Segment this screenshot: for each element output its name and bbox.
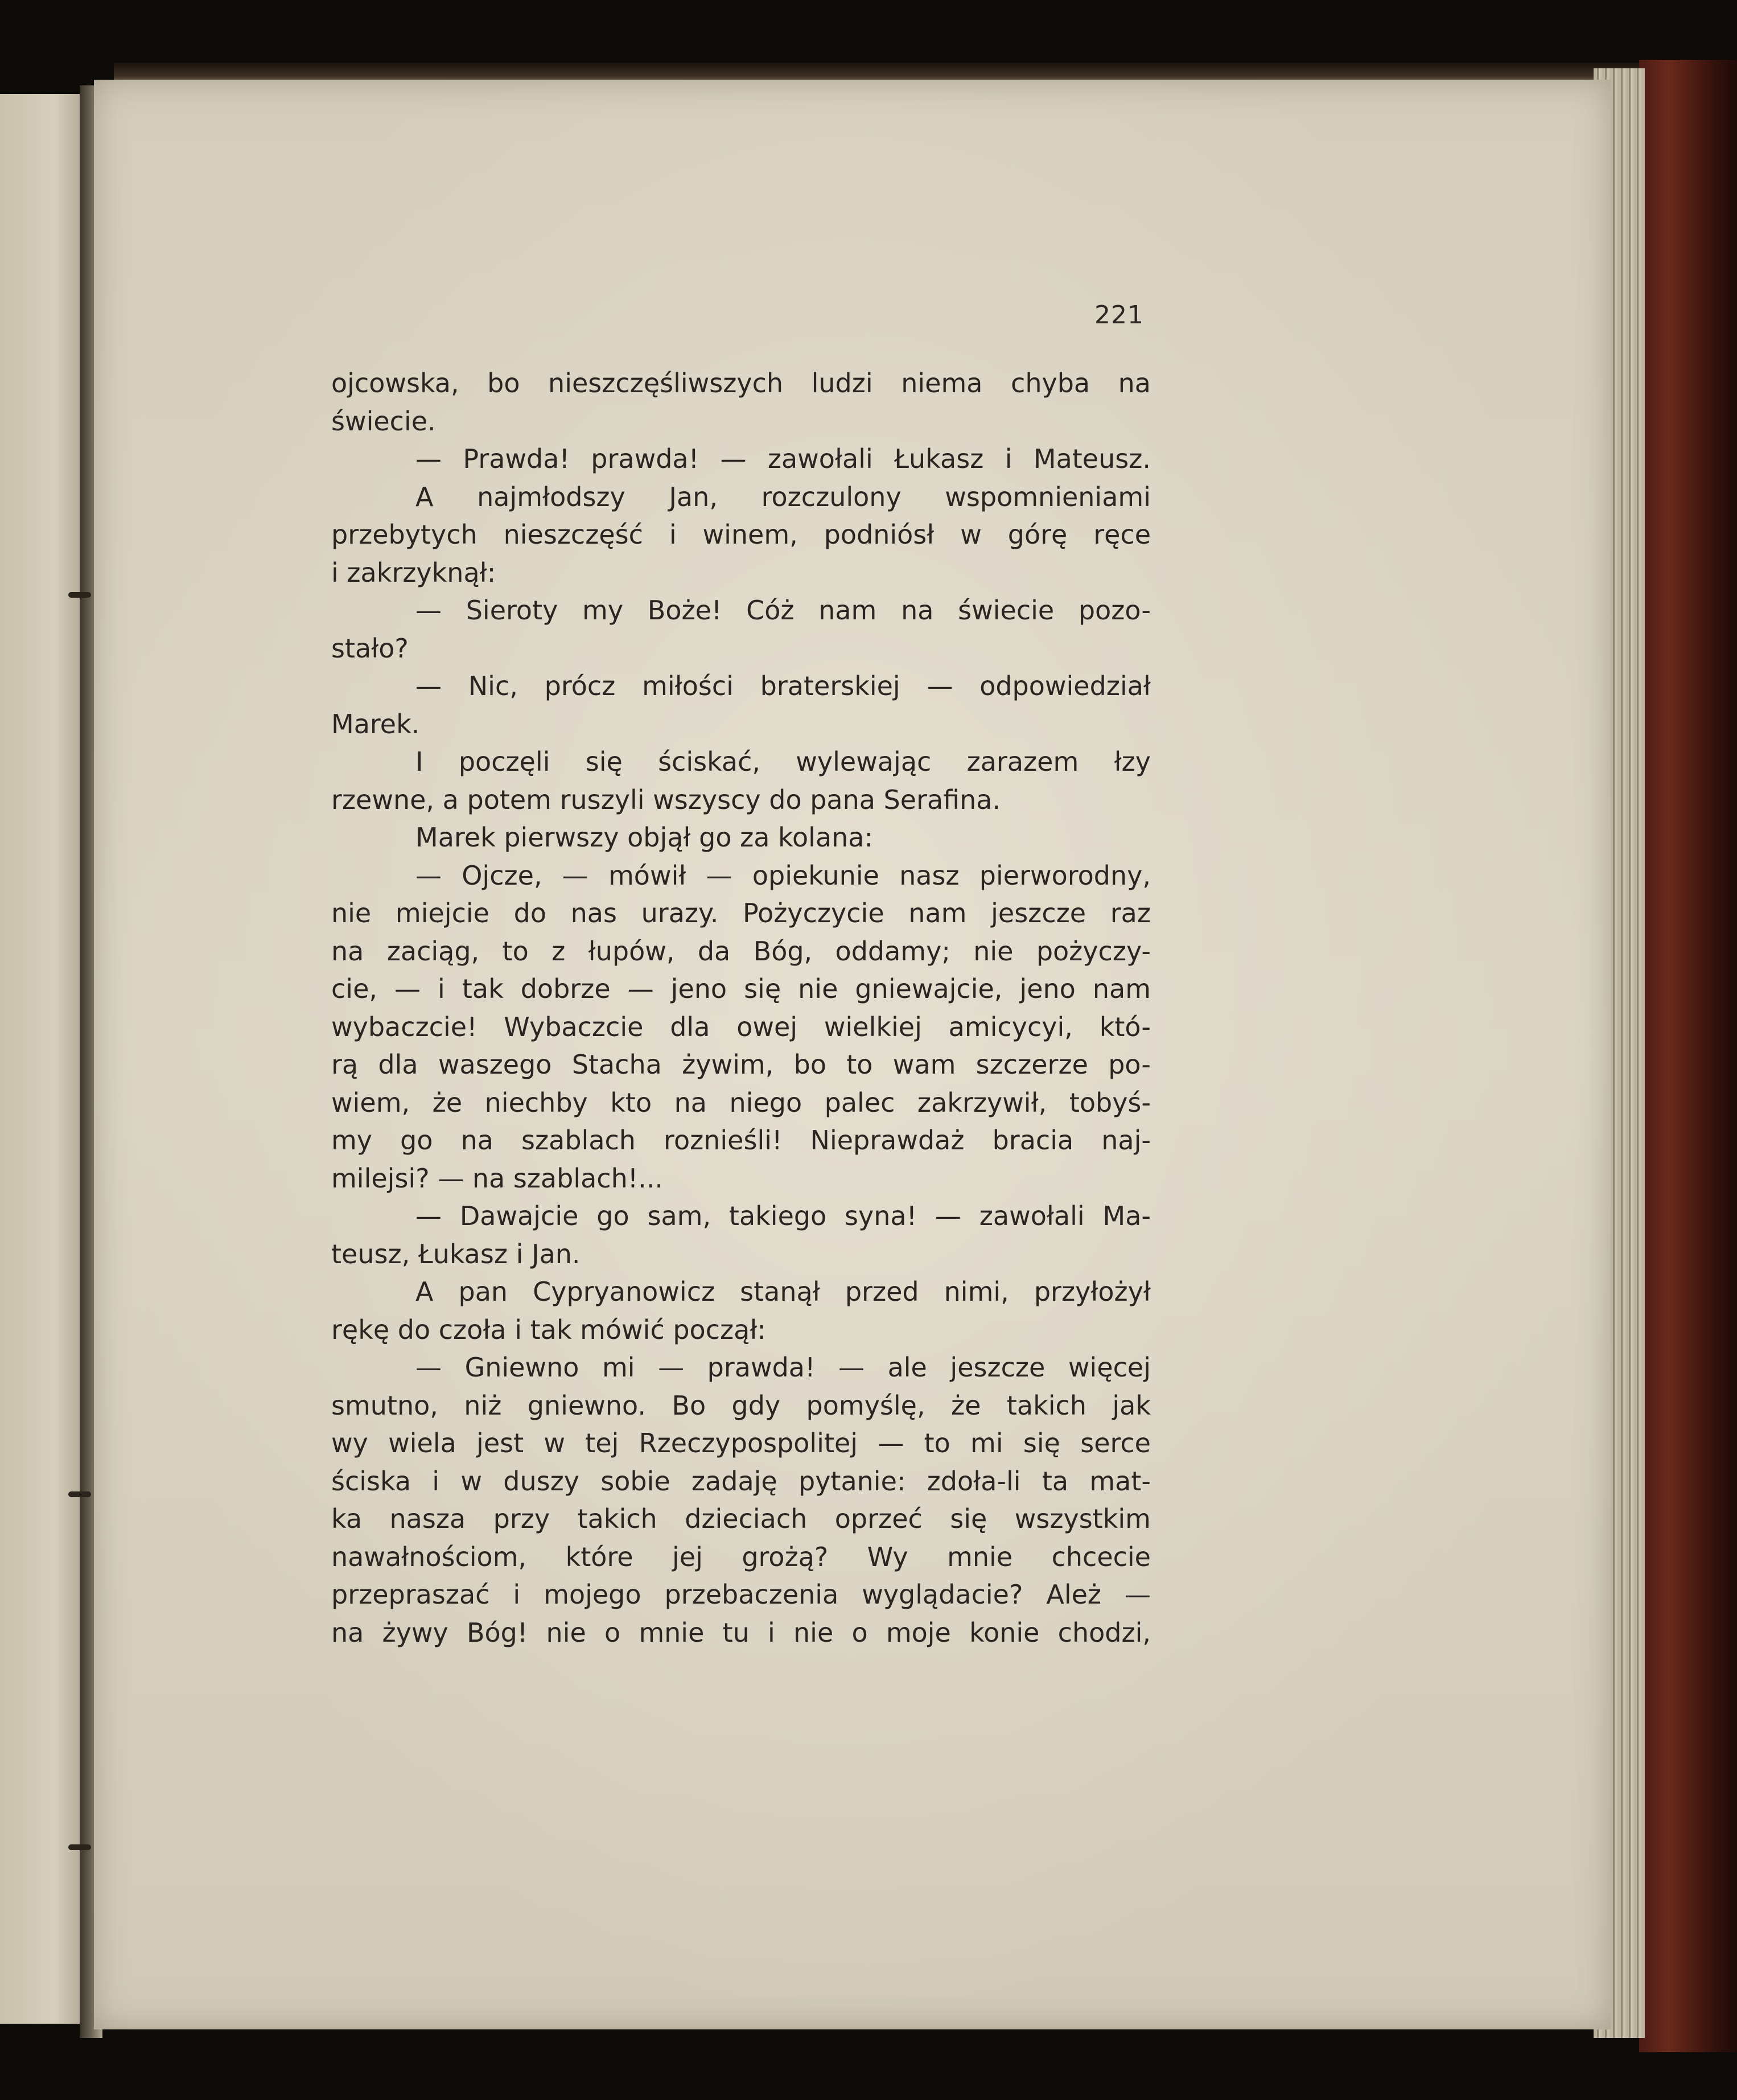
text-line: ojcowska, bo nieszczęśliwszych ludzi niema chyba na <box>331 368 1151 398</box>
text-line: stało? <box>331 632 409 664</box>
text-line: wiem, że niechby kto na niego palec zakrzywił, tobyś- <box>331 1087 1151 1118</box>
text-line: rękę do czoła i tak mówić począł: <box>331 1314 766 1345</box>
text-line: na żywy Bóg! nie o mnie tu i nie o moje konie chodzi, <box>331 1617 1151 1648</box>
text-line: smutno, niż gniewno. Bo gdy pomyślę, że takich jak <box>331 1390 1151 1421</box>
text-line: przepraszać i mojego przebaczenia wyglądacie? Ależ — <box>331 1579 1151 1610</box>
text-line: — Nic, prócz miłości braterskiej — odpowiedział <box>415 671 1151 701</box>
previous-page-edge <box>0 94 91 2024</box>
text-line: rą dla waszego Stacha żywim, bo to wam szczerze po- <box>331 1049 1151 1080</box>
binding-stitch <box>68 1844 91 1850</box>
text-line: — Prawda! prawda! — zawołali Łukasz i Mateusz. <box>415 443 1151 474</box>
text-line: A najmłodszy Jan, rozczulony wspomnieniami <box>415 481 1151 512</box>
text-line: my go na szablach roznieśli! Nieprawdaż bracia naj- <box>331 1125 1151 1156</box>
text-line: świecie. <box>331 405 436 437</box>
text-line: cie, — i tak dobrze — jeno się nie gniewajcie, jeno nam <box>331 973 1151 1004</box>
text-line: — Dawajcie go sam, takiego syna! — zawołali Ma- <box>415 1201 1151 1231</box>
binding-stitch <box>68 592 91 598</box>
text-line: wy wiela jest w tej Rzeczypospolitej — to mi się serce <box>331 1428 1151 1458</box>
body-text <box>331 364 1151 1651</box>
text-line: — Gniewno mi — prawda! — ale jeszcze więcej <box>415 1352 1151 1383</box>
binding-stitch <box>68 1491 91 1497</box>
text-line: ściska i w duszy sobie zadaję pytanie: zdoła-li ta mat- <box>331 1465 1151 1497</box>
text-line: Marek. <box>331 708 420 739</box>
text-line: wybaczcie! Wybaczcie dla owej wielkiej amicycyi, któ- <box>331 1011 1151 1042</box>
text-line: A pan Cypryanowicz stanął przed nimi, przyłożył <box>415 1276 1151 1307</box>
text-line: ka nasza przy takich dzieciach oprzeć się wszystkim <box>331 1503 1151 1534</box>
text-line: — Sieroty my Boże! Cóż nam na świecie pozo- <box>415 595 1151 626</box>
text-line: przebytych nieszczęść i winem, podniósł w górę ręce <box>331 519 1151 550</box>
text-line: i zakrzyknął: <box>331 557 496 588</box>
text-line: milejsi? — na szablach!... <box>331 1162 664 1194</box>
book-cover-right-edge <box>1639 60 1737 2052</box>
text-line: nie miejcie do nas urazy. Pożyczycie nam jeszcze raz <box>331 898 1151 928</box>
text-line: Marek pierwszy objął go za kolana: <box>415 822 873 853</box>
text-line: nawałnościom, które jej grożą? Wy mnie chcecie <box>331 1541 1151 1572</box>
text-line: rzewne, a potem ruszyli wszyscy do pana Serafina. <box>331 784 1001 815</box>
text-line: teusz, Łukasz i Jan. <box>331 1238 581 1269</box>
text-line: — Ojcze, — mówił — opiekunie nasz pierworodny, <box>415 860 1151 891</box>
page-number: 221 <box>1094 301 1144 330</box>
text-line: I poczęli się ściskać, wylewając zarazem łzy <box>415 746 1151 777</box>
text-line: na zaciąg, to z łupów, da Bóg, oddamy; nie pożyczy- <box>331 935 1151 967</box>
